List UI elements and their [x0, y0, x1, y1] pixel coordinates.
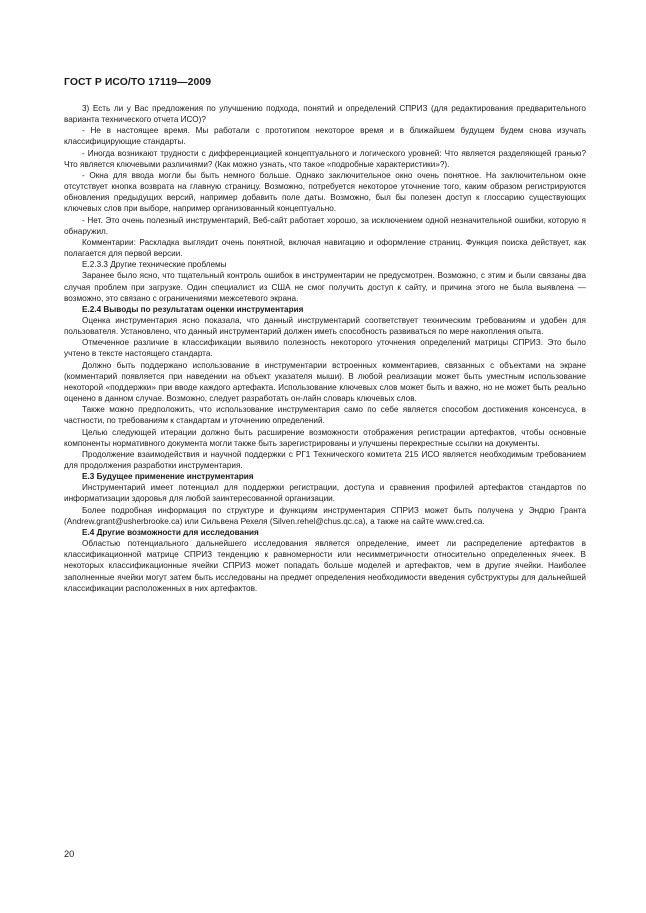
body-paragraph: Оценка инструментария ясно показала, что данный инструментарий соответствует техническим требованиям и удобен для пользователя. Установлено, что данный инструментарий должен иметь способность развиваться по мере накопления опыта. — [64, 315, 586, 337]
body-paragraph: - Иногда возникают трудности с дифференциацией концептуального и логического уровней: Что является разделяющей гранью? Что является ключевыми различиями? (Как можно узнать, что такое «подробные характеристики»?). — [64, 148, 586, 169]
page-number: 20 — [64, 849, 75, 859]
body-paragraph: Также можно предположить, что использование инструментария само по себе является способом достижения консенсуса, в частности, по требованиям к стандартам и уточнению определений. — [64, 405, 586, 426]
body-paragraph: - Нет. Это очень полезный инструментарий, Веб-сайт работает хорошо, за исключением одной незначительной ошибки, которую я обнаружил. — [64, 215, 586, 236]
body-paragraph: Отмеченное различие в классификации выявило полезность некоторого уточнения определений матрицы СПРИЗ. Это было учтено в тексте настоящего стандарта. — [64, 338, 586, 359]
body-paragraph: Должно быть поддержано использование в инструментарии встроенных комментариев, связанных с объектами на экране (комментарий появляется при наведении на объект указателя мыши). В любой реализации может быть уместным использование некоторой «поддержки» при вводе каждого артефакта. Использование ключевых слов может быть и важно, но не может быть реально оценено в данном случае. Возможно, следует разработать он-лайн словарь ключевых слов. — [64, 360, 586, 404]
body-paragraph: Инструментарий имеет потенциал для поддержки регистрации, доступа и сравнения профилей артефактов стандартов по информатизации здоровья для любой заинтересованной организации. — [64, 483, 586, 504]
body-paragraph: Продолжение взаимодействия и научной поддержки с РГ1 Технического комитета 215 ИСО является необходимым требованием для продолжения разработки инструментария. — [64, 449, 586, 470]
body-paragraph: Целью следующей итерации должно быть расширение возможности отображения регистрации артефактов, чтобы основные компоненты нормативного документа могли также быть зарегистрированы и улучшены перекрестные ссылки на документы. — [64, 427, 586, 448]
body-paragraph: 3) Есть ли у Вас предложения по улучшению подхода, понятий и определений СПРИЗ (для редактирования предварительного варианта технического отчета ИСО)? — [64, 104, 586, 125]
body-paragraph: - Окна для ввода могли бы быть немного больше. Однако заключительное окно очень понятное. На заключительном окне отсутствует кнопка возврата на главную страницу. Возможно, потребуется некоторое уточнение того, каким образом регистрируются обновления предыдущих версий, например добавить поле даты. Возможно, был бы полезен доступ к глоссарию существующих ключевых слов при выборе, например организованный концептуально. — [64, 170, 586, 214]
body-paragraph: - Не в настоящее время. Мы работали с прототипом некоторое время и в ближайшем будущем будем снова изучать классифицирующие стандарты. — [64, 126, 586, 147]
body-paragraph: Областью потенциального дальнейшего исследования является определение, имеет ли распределение артефактов в классификационной матрице СПРИЗ тенденцию к равномерности или несимметричности относительно определенных ячеек. В некоторых классификационные ячейки СПРИЗ может попадать больше моделей и артефактов, чем в другие ячейки. Наиболее заполненные ячейки могут затем быть исследованы на предмет определения необходимости введения субструктуры для дальнейшей классификации расположенных в них артефактов. — [64, 539, 586, 593]
body-paragraph: Комментарии: Раскладка выглядит очень понятной, включая навигацию и оформление страниц. Функция поиска действует, как полагается для первой версии. — [64, 237, 586, 259]
section-heading: Е.4 Другие возможности для исследования — [82, 527, 259, 537]
section-heading: Е.3 Будущее применение инструментария — [82, 472, 254, 482]
document-body — [64, 103, 586, 594]
body-paragraph: Заранее было ясно, что тщательный контроль ошибок в инструментарии не предусмотрен. Возможно, с этим и были связаны два случая проблем при загрузке. Один специалист из США не смог получить доступ к сайту, и причина этого не была выявлена — возможно, это связано с ограничениями межсетевого экрана. — [64, 271, 586, 303]
body-paragraph: Более подробная информация по структуре и функциям инструментария СПРИЗ может быть получена у Эндрю Гранта (Andrew.grant@usherbrooke.ca) или Сильвена Рехеля (Silven.rehel@chus.qc.ca), а также на сайте www.cred.ca. — [64, 505, 586, 526]
section-heading: Е.2.4 Выводы по результатам оценки инструментария — [82, 304, 304, 314]
body-paragraph: Е.2.3.3 Другие технические проблемы — [82, 260, 227, 270]
document-header: ГОСТ Р ИСО/ТО 17119—2009 — [64, 77, 212, 88]
